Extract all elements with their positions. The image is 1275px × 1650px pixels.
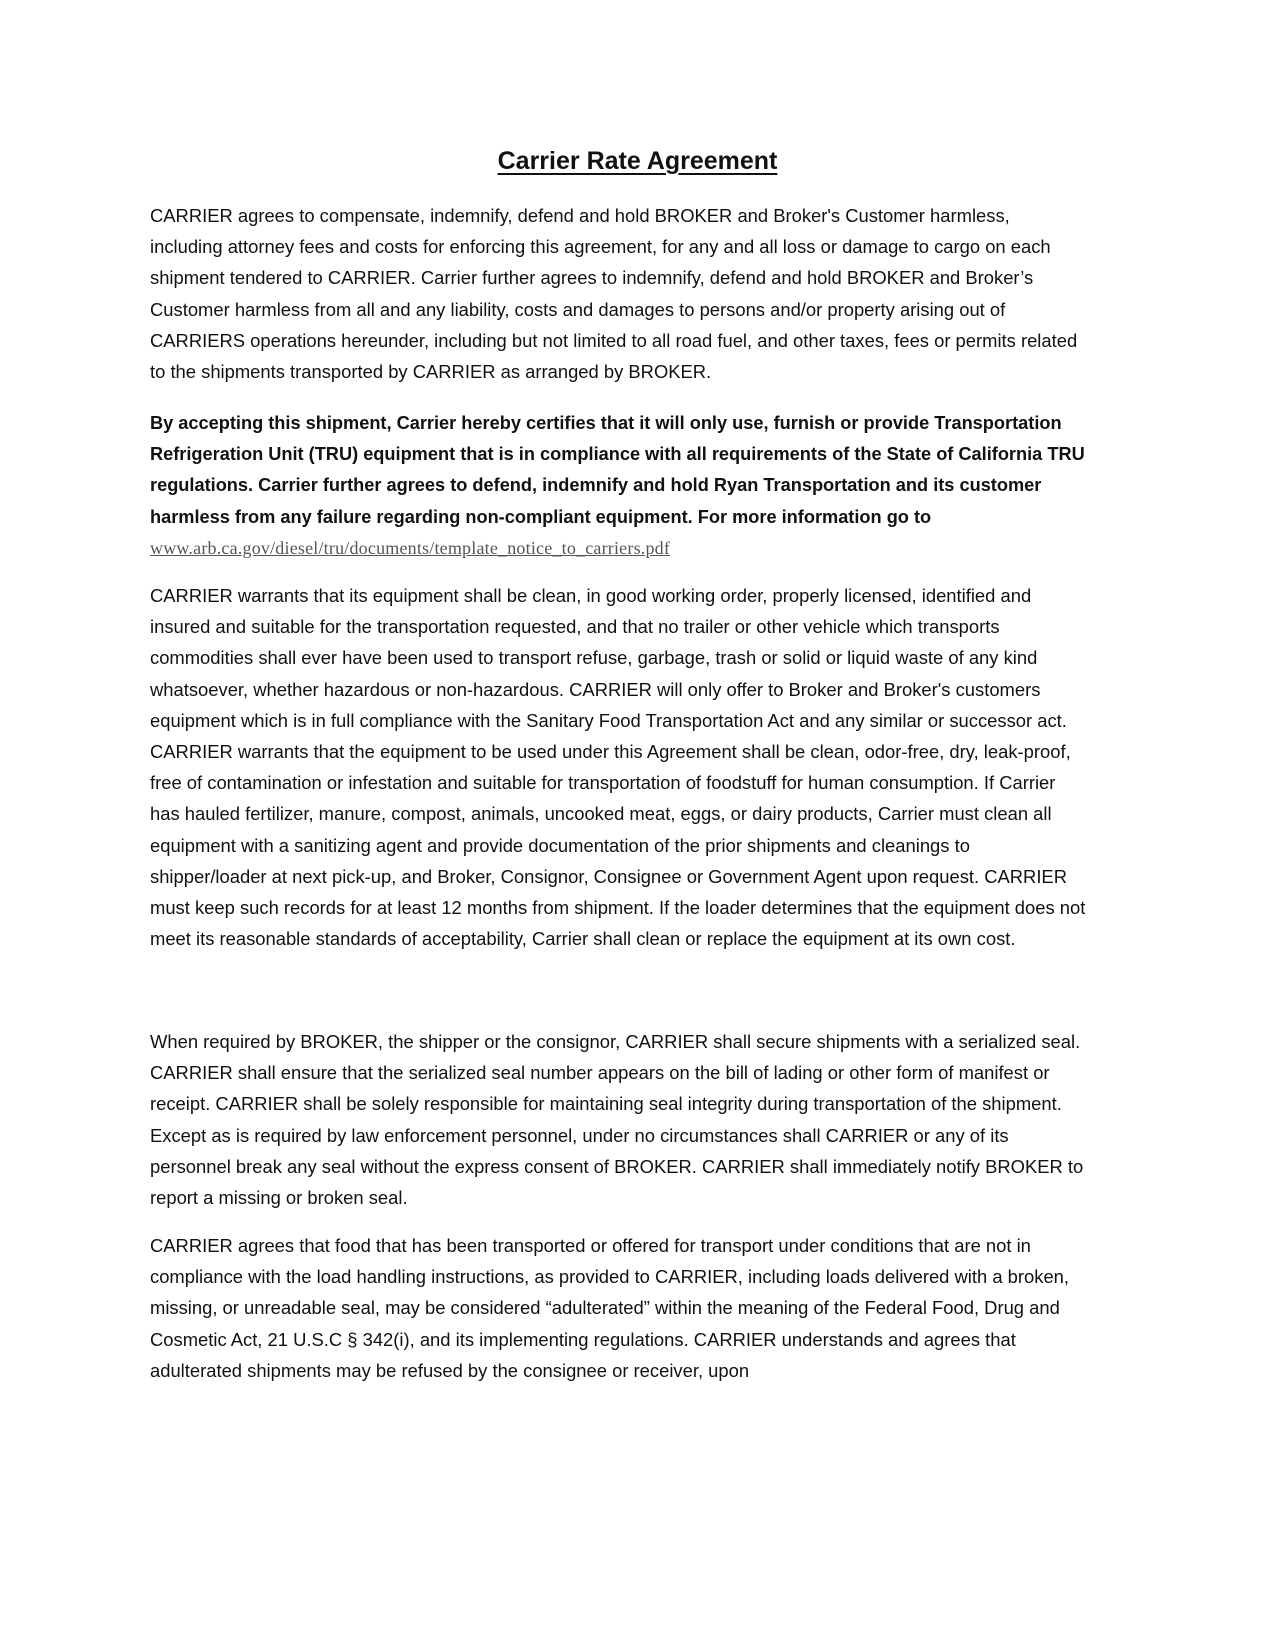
indemnity-paragraph: CARRIER agrees to compensate, indemnify, defend and hold BROKER and Broker's Customer harmless, including attorney fees and costs for enforcing this agreement, for any and all loss or damage to cargo on each shipment tendered to CARRIER. Carrier further agrees to indemnify, defend and hold BROKER and Broker’s Customer harmless from all and any liability, costs and damages to persons and/or property arising out of CARRIERS operations hereunder, including but not limited to all road fuel, and other taxes, fees or permits related to the shipments transported by CARRIER as arranged by BROKER.: [150, 205, 1078, 383]
equipment-warranty-paragraph: CARRIER warrants that its equipment shall be clean, in good working order, properly licensed, identified and insured and suitable for the transportation requested, and that no trailer or other vehicle which transports commodities shall ever have been used to transport refuse, garbage, trash or solid or liquid waste of any kind whatsoever, whether hazardous or non-hazardous. CARRIER will only offer to Broker and Broker's customers equipment which is in full compliance with the Sanitary Food Transportation Act and any similar or successor act. CARRIER warrants that the equipment to be used under this Agreement shall be clean, odor-free, dry, leak-proof, free of contamination or infestation and suitable for transportation of foodstuff for human consumption. If Carrier has hauled fertilizer, manure, compost, animals, uncooked meat, eggs, or dairy products, Carrier must clean all equipment with a sanitizing agent and provide documentation of the prior shipments and cleanings to shipper/loader at next pick-up, and Broker, Consignor, Consignee or Government Agent upon request. CARRIER must keep such records for at least 12 months from shipment. If the loader determines that the equipment does not meet its reasonable standards of acceptability, Carrier shall clean or replace the equipment at its own cost.: [150, 585, 1086, 950]
adulterated-food-paragraph: CARRIER agrees that food that has been transported or offered for transport under conditions that are not in compliance with the load handling instructions, as provided to CARRIER, including loads delivered with a broken, missing, or unreadable seal, may be considered “adulterated” within the meaning of the Federal Food, Drug and Cosmetic Act, 21 U.S.C § 342(i), and its implementing regulations. CARRIER understands and agrees that adulterated shipments may be refused by the consignee or receiver, upon: [150, 1235, 1070, 1381]
tru-compliance-paragraph: [150, 408, 1086, 564]
document-title: Carrier Rate Agreement: [497, 147, 778, 175]
tru-compliance-text: By accepting this shipment, Carrier hereby certifies that it will only use, furnish or provide Transportation Refrigeration Unit (TRU) equipment that is in compliance with all requirements of the State of California TRU regulations. Carrier further agrees to defend, indemnify and hold Ryan Transportation and its customer harmless from any failure regarding non-compliant equipment. For more information go to: [150, 413, 1085, 527]
seal-requirements-paragraph: When required by BROKER, the shipper or the consignor, CARRIER shall secure shipments with a serialized seal. CARRIER shall ensure that the serialized seal number appears on the bill of lading or other form of manifest or receipt. CARRIER shall be solely responsible for maintaining seal integrity during transportation of the shipment. Except as is required by law enforcement personnel, under no circumstances shall CARRIER or any of its personnel break any seal without the express consent of BROKER. CARRIER shall immediately notify BROKER to report a missing or broken seal.: [150, 1031, 1084, 1209]
tru-notice-link[interactable]: www.arb.ca.gov/diesel/tru/documents/template_notice_to_carriers.pdf: [150, 537, 671, 558]
